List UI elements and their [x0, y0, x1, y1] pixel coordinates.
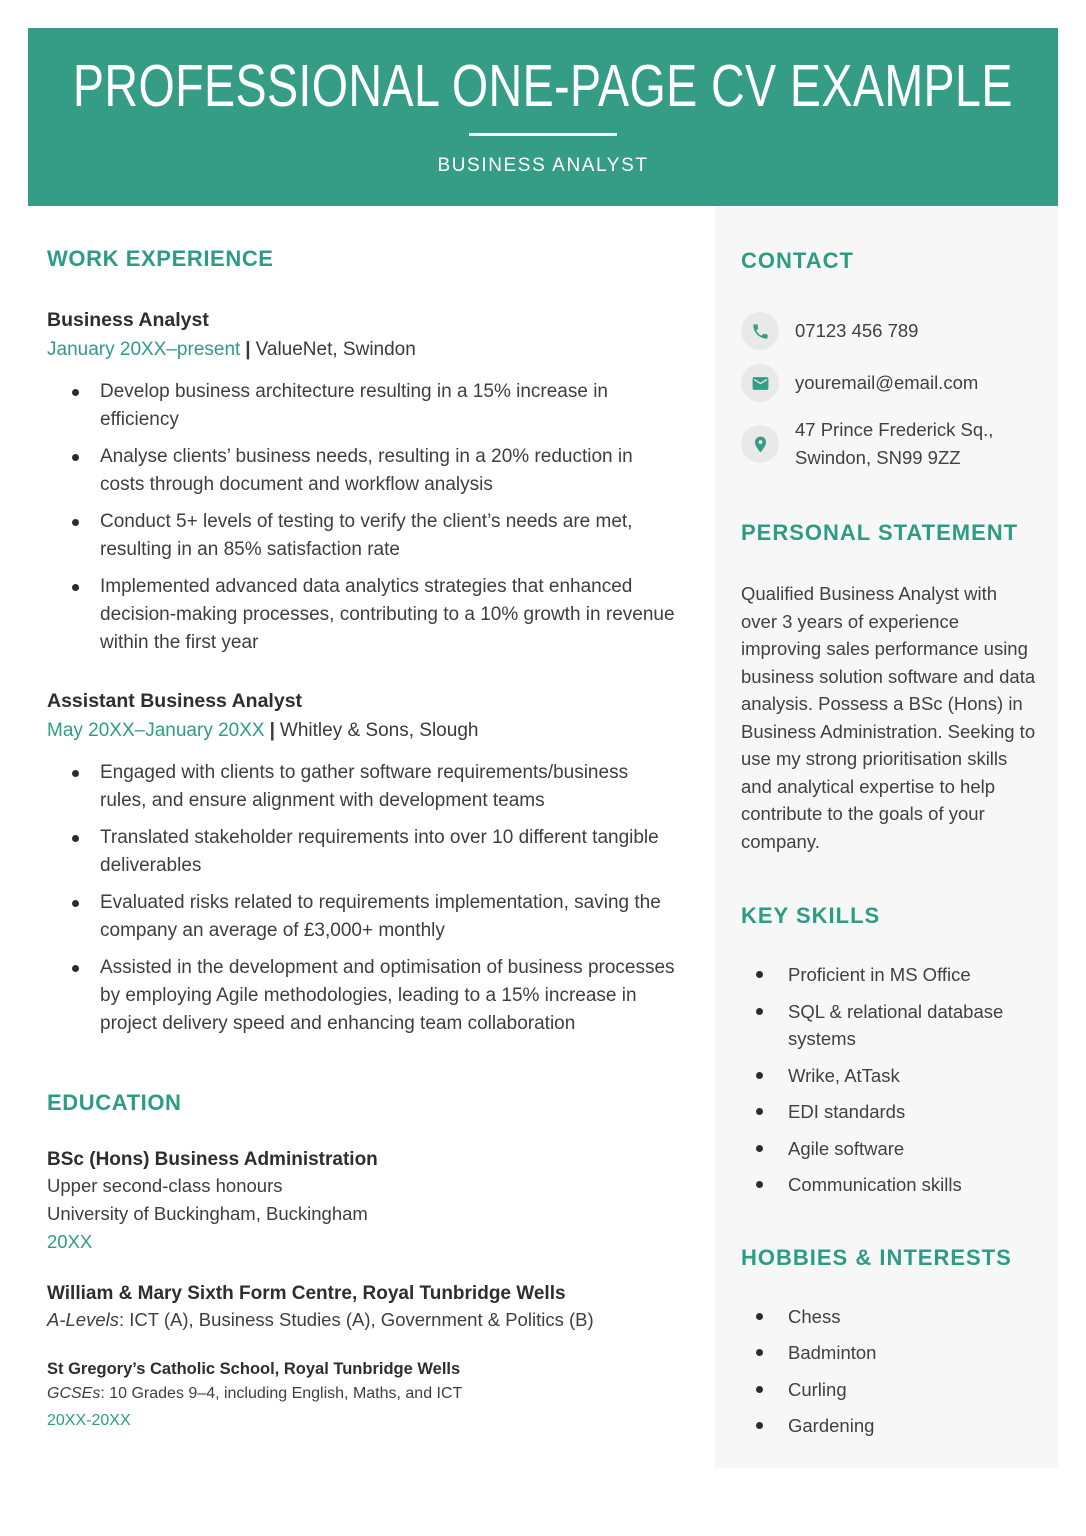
- education-school: University of Buckingham, Buckingham: [47, 1203, 368, 1224]
- job-title: Assistant Business Analyst: [47, 690, 303, 712]
- education-date: 20XX: [47, 1231, 93, 1252]
- hobby-item: Curling: [741, 1376, 1038, 1404]
- education-title: BSc (Hons) Business Administration: [47, 1149, 378, 1170]
- section-heading-hobbies: HOBBIES & INTERESTS: [741, 1244, 1012, 1270]
- job-company: ValueNet, Swindon: [255, 339, 416, 360]
- job-meta: [47, 717, 680, 745]
- page-title: PROFESSIONAL ONE-PAGE CV EXAMPLE: [73, 53, 1013, 119]
- job-bullet: Evaluated risks related to requirements implementation, saving the company an average of £3,000+ monthly: [47, 889, 675, 945]
- personal-statement-text: Qualified Business Analyst with over 3 years of experience improving sales performance using business solution software and data analysis. Possess a BSc (Hons) in Business Administration. Seeking to use my strong prioritisation skills and analytical expertise to help contribute to the goals of your company.: [741, 583, 1036, 852]
- education-detail: [47, 1380, 680, 1407]
- section-heading-personal-statement: PERSONAL STATEMENT: [741, 520, 1019, 545]
- education-detail-text: : 10 Grades 9–4, including English, Maths, and ICT: [100, 1385, 463, 1402]
- section-heading-key-skills: KEY SKILLS: [741, 903, 881, 928]
- education-detail-text: : ICT (A), Business Studies (A), Government & Politics (B): [118, 1309, 594, 1330]
- education-entry-degree: [47, 1148, 680, 1256]
- location-icon: [741, 425, 779, 463]
- section-heading-work-experience: WORK EXPERIENCE: [47, 246, 274, 271]
- contact-email: youremail@email.com: [795, 372, 979, 393]
- phone-icon: [741, 312, 779, 350]
- job-bullet: Translated stakeholder requirements into over 10 different tangible deliverables: [47, 824, 675, 880]
- contact-row-address: [741, 416, 1038, 472]
- skill-item: EDI standards: [741, 1098, 1038, 1126]
- section-heading-contact: CONTACT: [741, 248, 854, 273]
- job-bullet: Conduct 5+ levels of testing to verify the client’s needs are met, resulting in an 85% satisfaction rate: [47, 508, 675, 564]
- job-bullet: Develop business architecture resulting in a 15% increase in efficiency: [47, 378, 675, 434]
- hobby-item: Badminton: [741, 1339, 1038, 1367]
- job-dates: January 20XX–present: [47, 339, 241, 360]
- job-bullet: Implemented advanced data analytics strategies that enhanced decision-making processes, contributing to a 10% growth in revenue within the first year: [47, 573, 675, 657]
- job-entry-assistant-business-analyst: [47, 689, 680, 1038]
- contact-row-email: [741, 364, 1038, 402]
- job-bullet: Analyse clients’ business needs, resulting in a 20% reduction in costs through document and workflow analysis: [47, 443, 675, 499]
- skill-item: Agile software: [741, 1135, 1038, 1163]
- contact-address: [795, 416, 993, 472]
- header-banner: [28, 28, 1058, 206]
- section-heading-education: EDUCATION: [47, 1090, 182, 1115]
- hobby-item: Chess: [741, 1303, 1038, 1331]
- contact-row-phone: [741, 312, 1038, 350]
- job-separator: |: [245, 339, 251, 360]
- education-title: St Gregory’s Catholic School, Royal Tunbridge Wells: [47, 1360, 461, 1378]
- job-bullet: Engaged with clients to gather software requirements/business rules, and ensure alignment with development teams: [47, 759, 675, 815]
- education-detail: [47, 1306, 680, 1334]
- hobbies-list: [741, 1303, 1038, 1440]
- education-entry-secondary-school: [47, 1358, 680, 1434]
- skill-item: SQL & relational database systems: [741, 998, 1038, 1053]
- skill-item: Wrike, AtTask: [741, 1062, 1038, 1090]
- job-bullet-list: [47, 378, 680, 657]
- job-bullet-list: [47, 759, 680, 1038]
- header-divider: [469, 133, 617, 136]
- contact-list: [741, 312, 1038, 472]
- key-skills-list: [741, 961, 1038, 1199]
- skill-item: Proficient in MS Office: [741, 961, 1038, 989]
- main-column: [47, 206, 680, 1434]
- contact-phone: 07123 456 789: [795, 320, 919, 341]
- job-title: Business Analyst: [47, 309, 209, 331]
- contact-address-line1: 47 Prince Frederick Sq.,: [795, 419, 994, 440]
- job-entry-business-analyst: [47, 308, 680, 657]
- job-meta: [47, 336, 680, 364]
- education-detail-label: A-Levels: [47, 1309, 119, 1330]
- education-detail-label: GCSEs: [47, 1385, 101, 1402]
- education-entry-sixth-form: [47, 1282, 680, 1334]
- header-subtitle: BUSINESS ANALYST: [437, 155, 649, 176]
- job-separator: |: [269, 720, 275, 741]
- education-result: Upper second-class honours: [47, 1175, 283, 1196]
- education-date: 20XX-20XX: [47, 1412, 131, 1429]
- job-company: Whitley & Sons, Slough: [279, 720, 479, 741]
- hobby-item: Gardening: [741, 1412, 1038, 1440]
- education-title: William & Mary Sixth Form Centre, Royal Tunbridge Wells: [47, 1283, 566, 1304]
- skill-item: Communication skills: [741, 1171, 1038, 1199]
- job-dates: May 20XX–January 20XX: [47, 720, 265, 741]
- contact-address-line2: Swindon, SN99 9ZZ: [795, 447, 961, 468]
- job-bullet: Assisted in the development and optimisation of business processes by employing Agile methodologies, leading to a 15% increase in project delivery speed and enhancing team collaboration: [47, 954, 675, 1038]
- sidebar: [715, 206, 1058, 1468]
- email-icon: [741, 364, 779, 402]
